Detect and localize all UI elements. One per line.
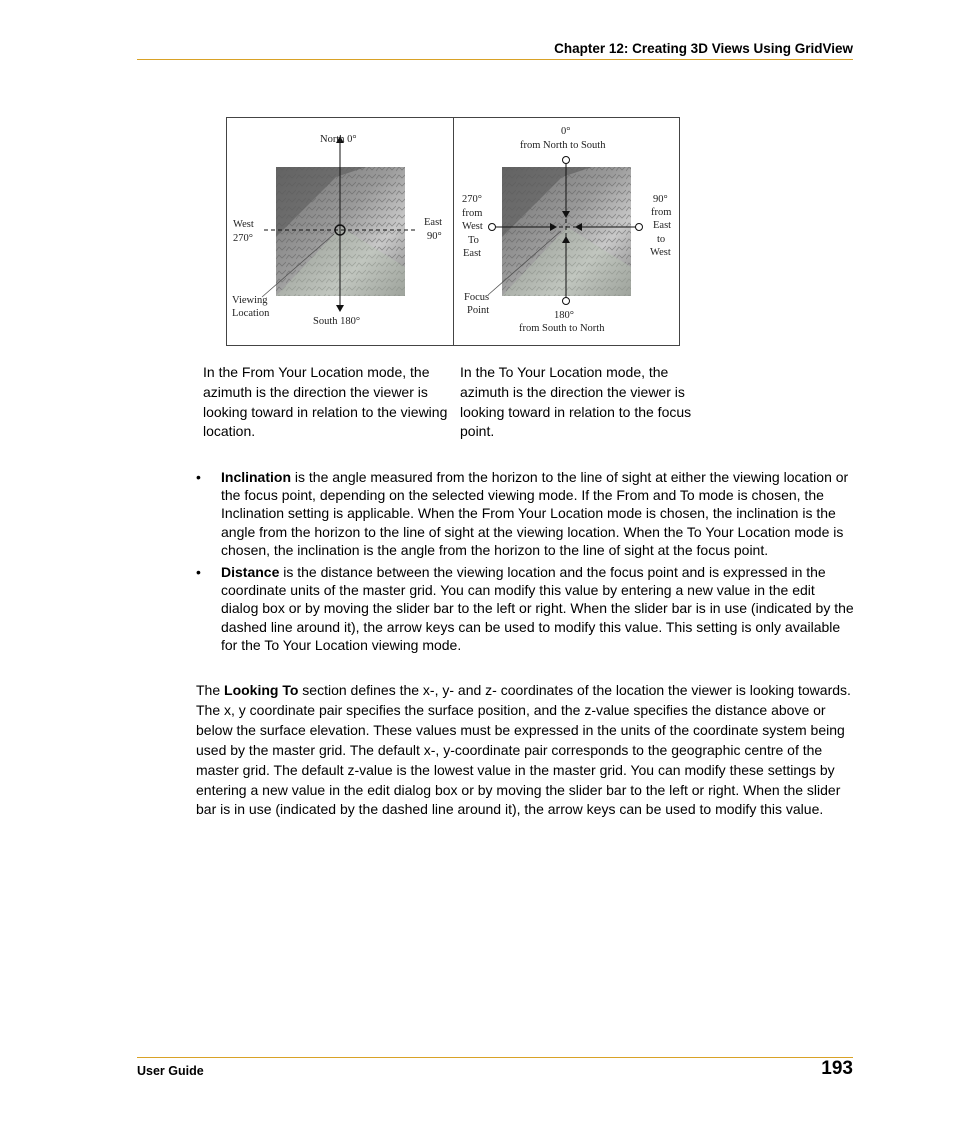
viewing-label: Viewing (232, 295, 268, 306)
footer-label: User Guide (137, 1064, 204, 1078)
right-east-3: East (653, 220, 672, 231)
east-marker (636, 224, 643, 231)
right-east-5: West (650, 247, 671, 258)
right-bottom-text: from South to North (519, 323, 605, 334)
right-west-5: East (463, 248, 482, 259)
azimuth-figure (226, 117, 680, 346)
bullet-distance (196, 563, 856, 654)
term-distance: Distance (221, 564, 280, 581)
east-label: East (424, 217, 443, 228)
west-marker (489, 224, 496, 231)
west-degrees: 270° (233, 233, 253, 244)
caption-from-location: In the From Your Location mode, the azimuth is the direction the viewer is looking toward in relation to the viewing location. (203, 364, 448, 440)
azimuth-diagram (226, 117, 680, 346)
north-marker (563, 157, 570, 164)
right-west-4: To (468, 235, 479, 246)
right-west-2: from (462, 208, 483, 219)
right-east-1: 90° (653, 194, 668, 205)
right-panel (462, 126, 671, 334)
west-label: West (233, 219, 254, 230)
bullet-inclination (196, 468, 856, 559)
bullet-dot: • (196, 469, 201, 485)
right-west-1: 270° (462, 194, 482, 205)
distance-text: is the distance between the viewing location and the focus point and is expressed in the coordinate units of the master grid. You can modify this value by entering a new value in the edit dialog box or by moving the slider bar to the left or right. When the slider bar is in use (indicated by the dashed line around it), the arrow keys can be used to modify this value. This setting is only available for the To Your Location viewing mode. (221, 564, 854, 653)
paragraph-prefix: The (196, 682, 225, 698)
bullet-list (196, 468, 856, 658)
looking-to-paragraph (196, 681, 856, 820)
term-inclination: Inclination (221, 469, 291, 485)
east-degrees: 90° (427, 231, 442, 242)
page-number: 193 (821, 1058, 853, 1079)
right-east-2: from (651, 207, 672, 218)
right-east-4: to (657, 234, 666, 245)
footer-rule (137, 1057, 853, 1058)
right-bottom-degrees: 180° (554, 310, 574, 321)
south-marker (563, 298, 570, 305)
right-top-degrees: 0° (561, 126, 571, 137)
chapter-title: Chapter 12: Creating 3D Views Using GridView (554, 41, 853, 56)
bullet-dot: • (196, 564, 201, 581)
point-label: Point (467, 305, 490, 316)
north-label: North 0° (320, 134, 357, 145)
focus-label: Focus (464, 292, 490, 303)
south-label: South 180° (313, 316, 361, 327)
right-top-text: from North to South (520, 140, 606, 151)
right-west-3: West (462, 221, 483, 232)
header-rule (137, 59, 853, 60)
term-looking-to: Looking To (224, 682, 299, 698)
inclination-text: is the angle measured from the horizon to the line of sight at either the viewing location or the focus point, depending on the selected viewing mode. If the From and To mode is chosen, the Inclination setting is applicable. When the From Your Location mode is chosen, the inclination is the angle from the horizon to the line of sight at the viewing location. When the To Your Location mode is chosen, the inclination is the angle from the horizon to the line of sight at the focus point. (221, 469, 849, 558)
caption-to-location: In the To Your Location mode, the azimuth is the direction the viewer is looking toward in relation to the focus point. (460, 364, 692, 440)
paragraph-text: section defines the x-, y- and z- coordinates of the location the viewer is looking towards. The x, y coordinate pair specifies the surface position, and the z-value specifies the distance above or below the surface elevation. These values must be expressed in the units of the coordinate system being used by the master grid. The default x-, y-coordinate pair corresponds to the geographic centre of the master grid. The default z-value is the lowest value in the master grid. You can modify these settings by entering a new value in the edit dialog box or by moving the slider bar to the left or right. When the slider bar is in use (indicated by the dashed line around it), the arrow keys can be used to modify this value. (196, 682, 851, 818)
left-panel (232, 134, 442, 327)
location-label: Location (232, 308, 270, 319)
